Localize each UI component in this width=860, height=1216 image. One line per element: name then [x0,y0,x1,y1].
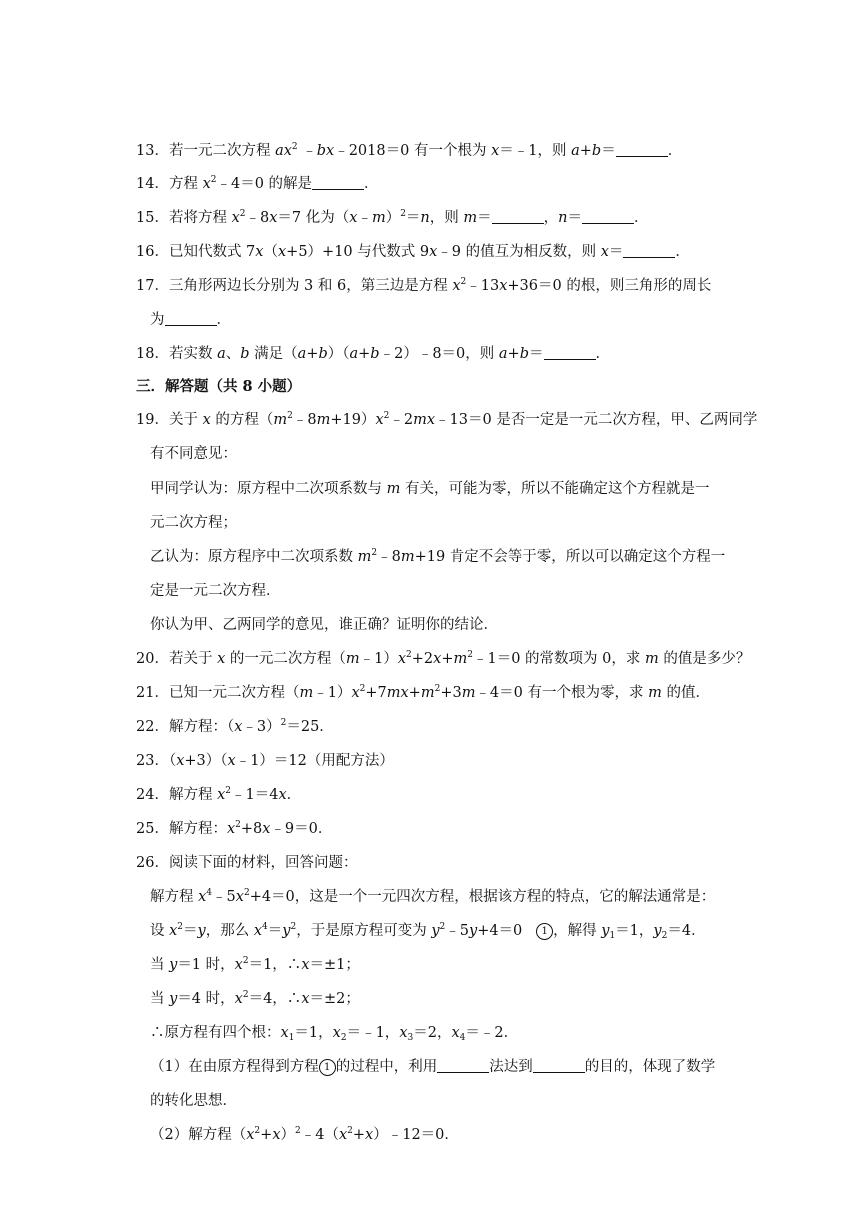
answer-blank[interactable] [312,175,364,190]
question-26-line: 当 y＝1 时，$x^2=1$，∴x＝±1； [150,956,360,973]
question-number: 18． [136,346,169,362]
question-19-line: 乙认为：原方程序中二次项系数 $m^2﹣8m+19$ 肯定不会等于零，所以可以确定这个方程一 [150,548,726,565]
question-number: 14． [136,176,169,192]
circled-number: 1 [536,923,553,940]
answer-blank[interactable] [437,1058,489,1073]
question-21: 21．已知一元二次方程$(m﹣1)x^2+7mx+m^2+3m﹣4=0$ 有一个根为零，求 m 的值． [136,684,710,701]
answer-blank[interactable] [492,209,544,224]
question-19-line: 有不同意见： [150,446,237,462]
question-15: 15．若将方程 $x^2﹣8x=7$ 化为（x﹣m）$^2$＝n，则 m＝ ，n＝ ． [136,209,649,226]
question-22: 22．解方程：（x﹣3）$^2$＝25． [136,718,334,735]
question-number: 19． [136,412,169,428]
question-26-line: 设 $x^2=y$，那么 $x^4=y^2$，于是原方程可变为 $y^2﹣5y+4=0$ 1 ，解得 $y_1=1$，$y_2=4$． [150,922,706,941]
question-19-line: 你认为甲、乙两同学的意见，谁正确？证明你的结论． [150,617,498,633]
question-26-line: 解方程 $x^4﹣5x^2+4=0$，这是一个一元四次方程，根据该方程的特点，它的解法通常是： [150,888,716,905]
question-19-line: 元二次方程； [150,515,237,531]
answer-blank[interactable] [544,345,596,360]
answer-blank[interactable] [165,311,217,326]
circled-number: 1 [319,1059,336,1076]
question-20: 20．若关于 x 的一元二次方程$(m﹣1)x^2+2x+m^2﹣1=0$ 的常数项为 0，求 m 的值是多少？ [136,650,751,667]
question-24: 24．解方程 $x^2﹣1=4x$． [136,786,302,803]
question-number: 20． [136,651,169,667]
question-16: 16．已知代数式 7x（x+5）+10 与代数式 9x﹣9 的值互为相反数，则 x＝ ． [136,244,690,260]
question-17: 17．三角形两边长分别为 3 和 6，第三边是方程 $x^2﹣13x+36=0$ 的根，则三角形的周长 [136,277,712,294]
question-number: 17． [136,278,169,294]
section-heading: 三．解答题（共 8 小题） [136,378,302,395]
question-number: 13． [136,143,169,159]
question-number: 26． [136,855,169,871]
question-number: 16． [136,244,169,260]
question-18: 18．若实数 a、b 满足（a+b）（a+b﹣2）﹣8＝0，则 a+b＝ ． [136,346,610,362]
question-number: 25． [136,821,169,837]
question-19-line: 定是一元二次方程． [150,583,281,599]
question-number: 15． [136,210,169,226]
answer-blank[interactable] [623,243,675,258]
question-number: 22． [136,719,169,735]
question-14: 14．方程 $x^2﹣4=0$ 的解是 ． [136,175,379,192]
question-26-line: 当 y＝4 时，$x^2=4$，∴x＝±2； [150,990,360,1007]
question-23: 23．（x+3）（x﹣1）＝12（用配方法） [136,753,394,769]
question-19-line: 甲同学认为：原方程中二次项系数与 m 有关，可能为零，所以不能确定这个方程就是一 [150,481,710,497]
question-19: 19．关于 x 的方程$(m^2﹣8m+19)x^2﹣2mx﹣13=0$ 是否一定是一元二次方程，甲、乙两同学 [136,411,758,428]
question-26-line: ∴原方程有四个根：$x_1=1$，$x_2=﹣1$，$x_3=2$，$x_4=﹣2$． [150,1025,519,1043]
answer-blank[interactable] [582,209,634,224]
question-number: 21． [136,685,169,701]
question-17-cont: 为 ． [150,312,231,328]
question-26-part-1: （1）在由原方程得到方程 1 的过程中，利用 法达到 的目的，体现了数学 [150,1059,716,1075]
answer-blank[interactable] [533,1058,585,1073]
question-26: 26．阅读下面的材料，回答问题： [136,855,358,871]
question-number: 24． [136,787,169,803]
question-25: 25．解方程：$x^2+8x﹣9=0$． [136,820,333,837]
answer-blank[interactable] [616,142,668,157]
question-number: 23． [136,753,169,769]
question-13: 13．若一元二次方程 $ax^2$ ﹣bx﹣2018＝0 有一个根为 x＝﹣1，则 a+b＝ ． [136,142,683,159]
question-26-part-2: （2）解方程$(x^2+x)^2﹣4(x^2+x)﹣12=0$． [150,1126,459,1143]
question-26-line: 的转化思想． [150,1093,237,1109]
